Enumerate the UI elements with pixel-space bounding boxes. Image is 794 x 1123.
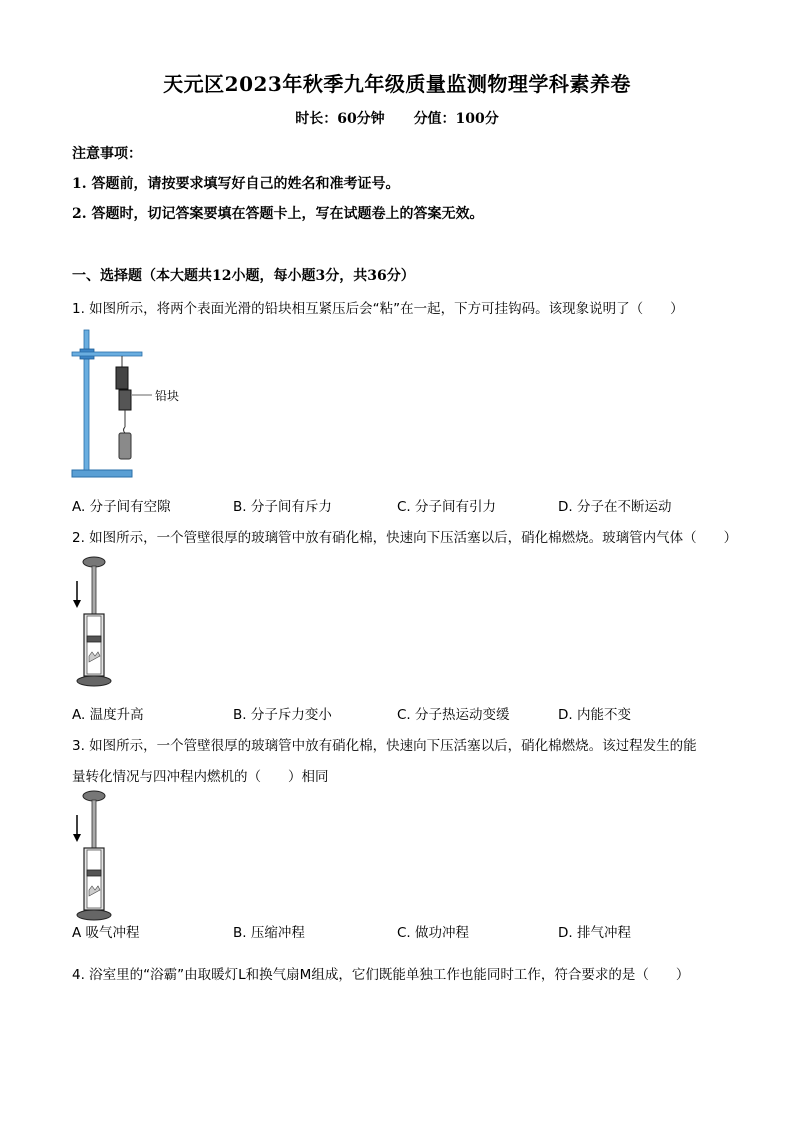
piston-tube-figure-1 xyxy=(70,556,120,688)
question-2-stem: 2. 如图所示，一个管壁很厚的玻璃管中放有硝化棉，快速向下压活塞以后，硝化棉燃烧。玻璃管内气体（ ） xyxy=(72,530,738,546)
question-1-option-c: C. 分子间有引力 xyxy=(397,499,497,515)
piston-tube-figure-2 xyxy=(70,790,120,922)
question-3-option-b: B. 压缩冲程 xyxy=(233,925,305,941)
question-3-option-d: D. 排气冲程 xyxy=(558,925,631,941)
exam-meta xyxy=(0,108,794,128)
question-3-option-c: C. 做功冲程 xyxy=(397,925,470,941)
question-1-option-d: D. 分子在不断运动 xyxy=(558,499,672,515)
question-1-stem: 1. 如图所示，将两个表面光滑的铅块相互紧压后会“粘”在一起，下方可挂钩码。该现象说明了（ ） xyxy=(72,301,684,317)
question-4-stem: 4. 浴室里的“浴霸”由取暖灯L和换气扇M组成，它们既能单独工作也能同时工作，符合要求的是（ ） xyxy=(72,967,690,983)
question-2-option-d: D. 内能不变 xyxy=(558,707,631,723)
notice-item-1: 1. 答题前，请按要求填写好自己的姓名和准考证号。 xyxy=(72,176,400,192)
question-3-stem-line-2: 量转化情况与四冲程内燃机的（ ）相同 xyxy=(72,769,329,785)
question-3-option-a: A 吸气冲程 xyxy=(72,925,140,941)
section-heading: 一、选择题（本大题共12小题，每小题3分，共36分） xyxy=(72,268,415,284)
lead-block-label: 铅块 xyxy=(155,389,180,403)
page-title: 天元区2023年秋季九年级质量监测物理学科素养卷 xyxy=(163,72,631,96)
exam-duration: 时长：60分钟 xyxy=(295,111,385,127)
notice-heading: 注意事项： xyxy=(72,146,142,162)
question-2-option-b: B. 分子斥力变小 xyxy=(233,707,332,723)
question-1-option-b: B. 分子间有斥力 xyxy=(233,499,332,515)
exam-score: 分值：100分 xyxy=(413,111,499,127)
notice-item-2: 2. 答题时，切记答案要填在答题卡上，写在试题卷上的答案无效。 xyxy=(72,206,484,222)
question-2-option-c: C. 分子热运动变缓 xyxy=(397,707,510,723)
question-2-option-a: A. 温度升高 xyxy=(72,707,144,723)
question-1-option-a: A. 分子间有空隙 xyxy=(72,499,171,515)
question-3-stem-line-1: 3. 如图所示，一个管壁很厚的玻璃管中放有硝化棉，快速向下压活塞以后，硝化棉燃烧。该过程发生的能 xyxy=(72,738,697,754)
